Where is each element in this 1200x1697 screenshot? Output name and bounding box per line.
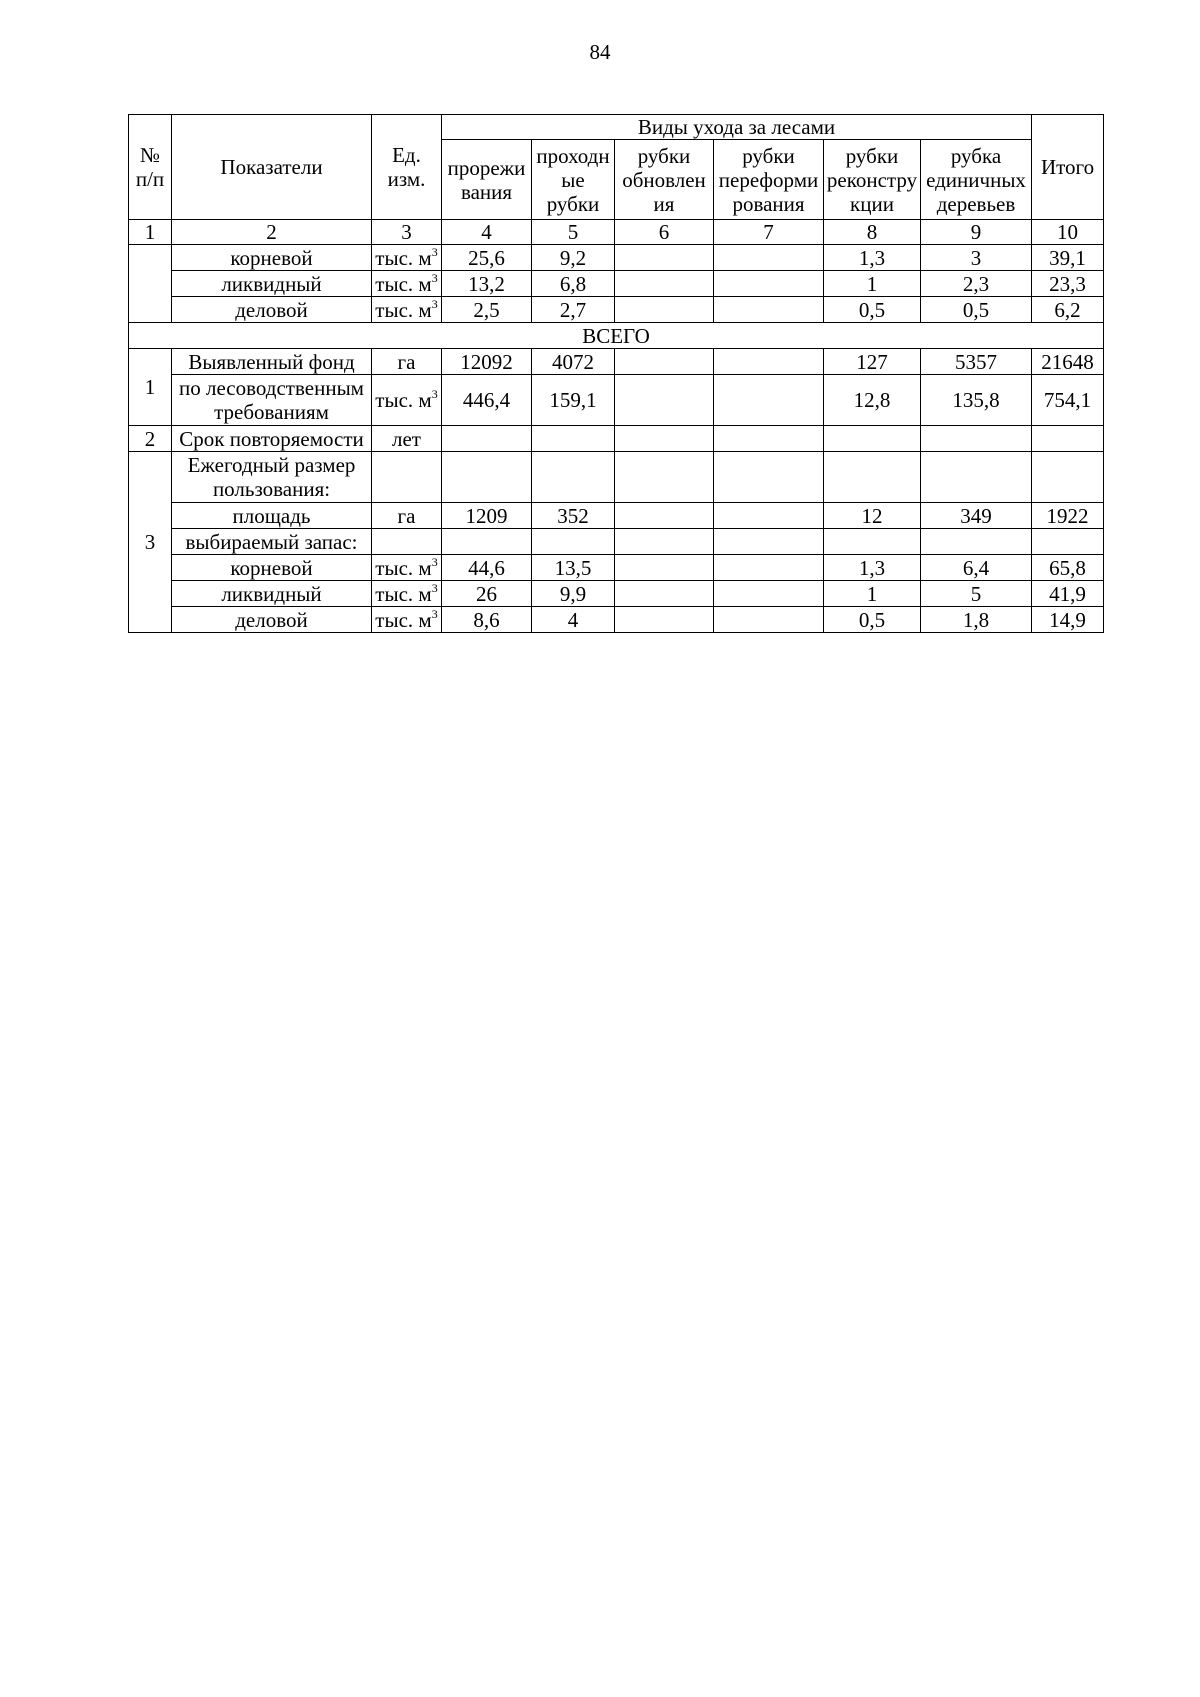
cell: 25,6 <box>442 245 532 271</box>
cell <box>615 349 714 375</box>
cell: 1922 <box>1032 503 1104 529</box>
cell <box>615 555 714 581</box>
cell <box>615 452 714 503</box>
table-row <box>129 271 1104 297</box>
cell <box>532 529 615 555</box>
cell <box>372 452 442 503</box>
cell: 446,4 <box>442 375 532 426</box>
header-type-passage-cutting: проходн ые рубки <box>532 140 615 220</box>
cell: 6,4 <box>921 555 1032 581</box>
cell: 44,6 <box>442 555 532 581</box>
cell <box>615 271 714 297</box>
cell <box>615 581 714 607</box>
header-type-renewal-cutting: рубки обновлен ия <box>615 140 714 220</box>
row-unit: га <box>372 349 442 375</box>
header-indicators: Показатели <box>172 115 372 220</box>
row-label: Срок повторяемости <box>172 426 372 452</box>
cell: 5 <box>921 581 1032 607</box>
cell: 349 <box>921 503 1032 529</box>
cell <box>532 426 615 452</box>
row-unit: тыс. $м^3$ <box>372 375 442 426</box>
cell <box>442 529 532 555</box>
cell <box>824 426 921 452</box>
cell: 0,5 <box>921 297 1032 323</box>
row-num: 2 <box>129 426 172 452</box>
cell <box>921 529 1032 555</box>
cell: 13,5 <box>532 555 615 581</box>
table-row <box>129 245 1104 271</box>
cell: 2,3 <box>921 271 1032 297</box>
cell: 0,5 <box>824 607 921 633</box>
col-number: 3 <box>372 220 442 245</box>
cell <box>1032 452 1104 503</box>
row-unit: тыс. $м^3$ <box>372 607 442 633</box>
row-num-empty <box>129 245 172 323</box>
cell <box>615 503 714 529</box>
col-number: 9 <box>921 220 1032 245</box>
cell <box>615 426 714 452</box>
col-number: 1 <box>129 220 172 245</box>
cell <box>714 607 824 633</box>
row-label: Ежегодный размер пользования: <box>172 452 372 503</box>
col-number: 10 <box>1032 220 1104 245</box>
row-label: деловой <box>172 607 372 633</box>
header-type-single-tree-cutting: рубка единичных деревьев <box>921 140 1032 220</box>
table-row <box>129 503 1104 529</box>
cell: 26 <box>442 581 532 607</box>
cell <box>714 271 824 297</box>
row-num: 1 <box>129 349 172 426</box>
cell: 65,8 <box>1032 555 1104 581</box>
cell: 127 <box>824 349 921 375</box>
cell: 39,1 <box>1032 245 1104 271</box>
cell <box>824 529 921 555</box>
cell <box>1032 426 1104 452</box>
cell <box>615 245 714 271</box>
cell: 41,9 <box>1032 581 1104 607</box>
cell: 4 <box>532 607 615 633</box>
forest-care-table <box>128 114 1104 633</box>
cell: 1 <box>824 581 921 607</box>
cell <box>442 452 532 503</box>
cell <box>714 297 824 323</box>
table-row <box>129 349 1104 375</box>
col-number: 4 <box>442 220 532 245</box>
row-label: ликвидный <box>172 271 372 297</box>
cell: 159,1 <box>532 375 615 426</box>
cell <box>714 375 824 426</box>
section-total-heading: ВСЕГО <box>129 323 1104 349</box>
row-label: по лесоводственным требованиям <box>172 375 372 426</box>
row-unit: лет <box>372 426 442 452</box>
cell <box>442 426 532 452</box>
cell: 13,2 <box>442 271 532 297</box>
col-number: 7 <box>714 220 824 245</box>
table-row <box>129 529 1104 555</box>
row-unit: тыс. $м^3$ <box>372 245 442 271</box>
row-label: ликвидный <box>172 581 372 607</box>
cell <box>921 452 1032 503</box>
cell: 1,3 <box>824 555 921 581</box>
cell <box>615 529 714 555</box>
header-care-types: Виды ухода за лесами <box>442 115 1032 140</box>
row-label: корневой <box>172 555 372 581</box>
cell <box>824 452 921 503</box>
row-unit: тыс. $м^3$ <box>372 581 442 607</box>
cell: 135,8 <box>921 375 1032 426</box>
cell: 1,3 <box>824 245 921 271</box>
cell: 23,3 <box>1032 271 1104 297</box>
cell: 0,5 <box>824 297 921 323</box>
cell: 1209 <box>442 503 532 529</box>
cell <box>372 529 442 555</box>
cell <box>615 607 714 633</box>
cell: 9,2 <box>532 245 615 271</box>
table-row <box>129 297 1104 323</box>
row-label: деловой <box>172 297 372 323</box>
page-number: 84 <box>589 40 611 64</box>
cell <box>1032 529 1104 555</box>
table-row <box>129 581 1104 607</box>
cell <box>615 297 714 323</box>
cell <box>532 452 615 503</box>
header-total: Итого <box>1032 115 1104 220</box>
cell <box>714 426 824 452</box>
row-label: выбираемый запас: <box>172 529 372 555</box>
table-row <box>129 375 1104 426</box>
row-unit: тыс. $м^3$ <box>372 297 442 323</box>
cell: 21648 <box>1032 349 1104 375</box>
col-number: 2 <box>172 220 372 245</box>
row-unit: га <box>372 503 442 529</box>
cell: 2,7 <box>532 297 615 323</box>
section-row <box>129 323 1104 349</box>
cell: 352 <box>532 503 615 529</box>
cell: 1,8 <box>921 607 1032 633</box>
row-unit: тыс. $м^3$ <box>372 555 442 581</box>
cell: 12,8 <box>824 375 921 426</box>
row-num: 3 <box>129 452 172 633</box>
row-label: Выявленный фонд <box>172 349 372 375</box>
row-label: корневой <box>172 245 372 271</box>
col-number: 5 <box>532 220 615 245</box>
cell: 754,1 <box>1032 375 1104 426</box>
cell: 6,2 <box>1032 297 1104 323</box>
cell: 12 <box>824 503 921 529</box>
col-number: 6 <box>615 220 714 245</box>
cell: 6,8 <box>532 271 615 297</box>
header-num: № п/п <box>129 115 172 220</box>
table-row <box>129 607 1104 633</box>
cell <box>615 375 714 426</box>
cell <box>714 349 824 375</box>
row-label: площадь <box>172 503 372 529</box>
cell: 5357 <box>921 349 1032 375</box>
cell: 4072 <box>532 349 615 375</box>
table-row <box>129 452 1104 503</box>
header-unit: Ед. изм. <box>372 115 442 220</box>
cell: 14,9 <box>1032 607 1104 633</box>
cell: 3 <box>921 245 1032 271</box>
cell <box>714 555 824 581</box>
header-type-reformation-cutting: рубки переформи рования <box>714 140 824 220</box>
col-number: 8 <box>824 220 921 245</box>
cell: 1 <box>824 271 921 297</box>
header-type-thinning: прорежи вания <box>442 140 532 220</box>
cell <box>714 245 824 271</box>
cell <box>714 529 824 555</box>
cell: 2,5 <box>442 297 532 323</box>
table-row <box>129 555 1104 581</box>
cell <box>714 452 824 503</box>
cell <box>921 426 1032 452</box>
cell <box>714 581 824 607</box>
row-unit: тыс. $м^3$ <box>372 271 442 297</box>
cell: 8,6 <box>442 607 532 633</box>
table-row <box>129 426 1104 452</box>
cell: 12092 <box>442 349 532 375</box>
header-type-reconstruction-cutting: рубки реконстру кции <box>824 140 921 220</box>
cell: 9,9 <box>532 581 615 607</box>
cell <box>714 503 824 529</box>
